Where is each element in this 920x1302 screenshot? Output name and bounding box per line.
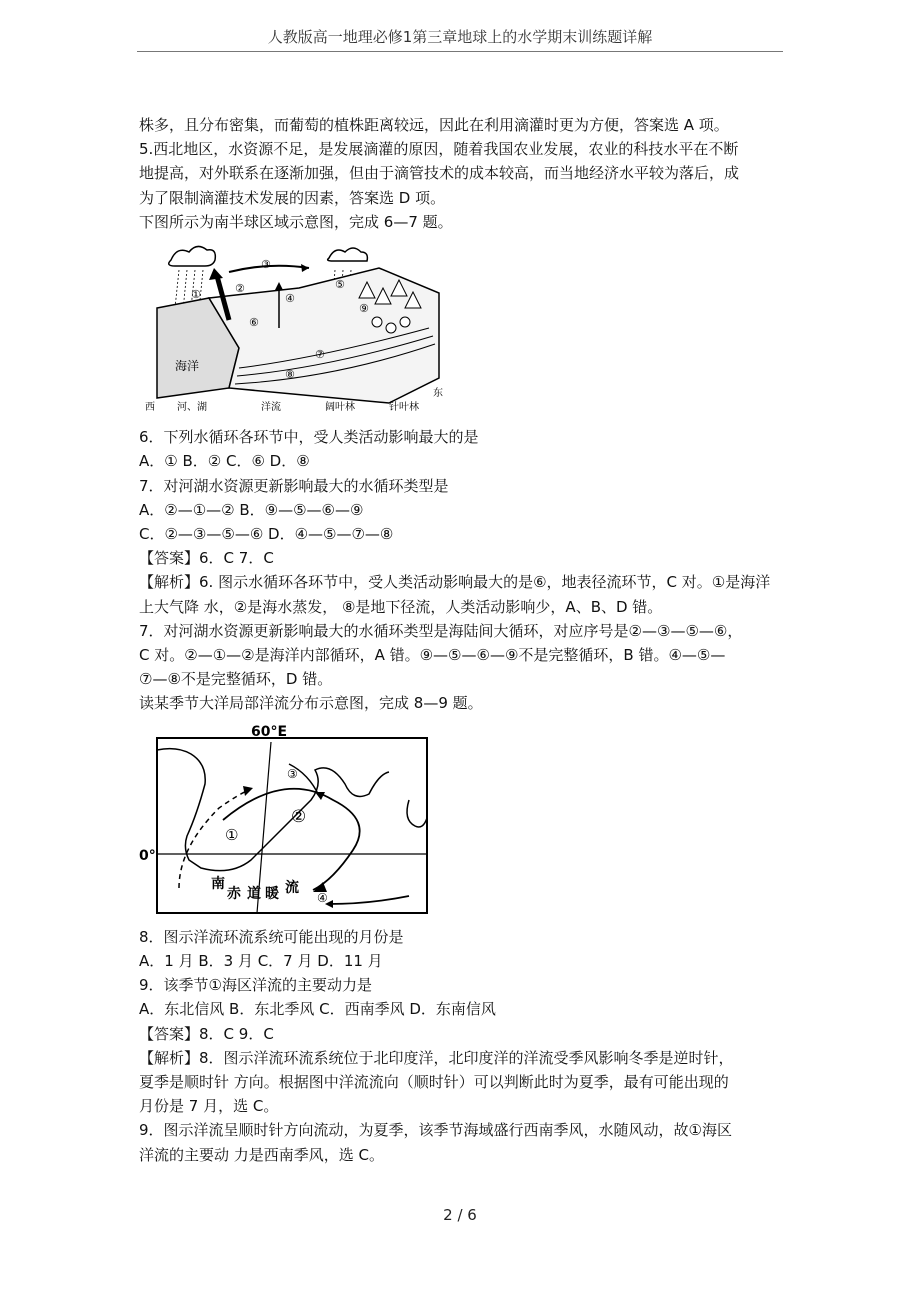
- cloud-icon-left: [169, 246, 216, 266]
- text-line: 上大气降 水，②是海水蒸发， ⑧是地下径流，人类活动影响少，A、B、D 错。: [139, 597, 663, 616]
- legend-broadleaf: 阔叶林: [325, 402, 355, 414]
- text-line: 【解析】6. 图示水循环各环节中，受人类活动影响最大的是⑥，地表径流环节，C 对。①是海洋: [139, 573, 771, 592]
- page-number: 2 / 6: [443, 1206, 477, 1224]
- label-3: ③: [287, 766, 298, 781]
- water-cycle-figure: [139, 238, 785, 423]
- west-label: 西: [145, 402, 155, 414]
- text-line: C 对。②—①—②是海洋内部循环，A 错。⑨—⑤—⑥—⑨不是完整循环，B 错。④—⑤—: [139, 646, 726, 665]
- label-1: ①: [191, 288, 201, 302]
- text-line: 为了限制滴灌技术发展的因素，答案选 D 项。: [139, 188, 446, 207]
- text-line: 夏季是顺时针 方向。根据图中洋流流向（顺时针）可以判断此时为夏季，最有可能出现的: [139, 1073, 729, 1092]
- label-4: ④: [285, 292, 295, 306]
- text-line: 8．图示洋流环流系统可能出现的月份是: [139, 927, 404, 946]
- text-line: 地提高，对外联系在逐渐加强，但由于滴管技术的成本较高，而当地经济水平较为落后，成: [139, 164, 740, 183]
- text-line: 7．对河湖水资源更新影响最大的水循环类型是海陆间大循环，对应序号是②—③—⑤—⑥，: [139, 621, 743, 640]
- legend-river: 河、湖: [177, 402, 207, 414]
- text-line: 洋流的主要动 力是西南季风，选 C。: [139, 1145, 385, 1164]
- legend-current: 洋流: [261, 402, 281, 414]
- ocean-label: 海洋: [175, 359, 200, 374]
- label-2: ②: [291, 806, 307, 827]
- page-header: 人教版高一地理必修1第三章地球上的水学期末训练题详解: [267, 28, 653, 46]
- label-3: ③: [261, 258, 271, 272]
- equator-label: 0°: [139, 847, 156, 864]
- water-cycle-diagram: [139, 238, 459, 416]
- legend-conifer: 针叶林: [389, 402, 419, 414]
- header-rule: [137, 51, 783, 52]
- arrow-head: [275, 282, 283, 290]
- arrow-head: [301, 264, 309, 272]
- label-5: ⑤: [335, 278, 345, 292]
- text-line: C．②—③—⑤—⑥ D．④—⑤—⑦—⑧: [139, 525, 394, 544]
- label-7: ⑦: [315, 348, 325, 362]
- svg-text:南: 南: [211, 875, 225, 892]
- text-line: 下图所示为南半球区域示意图，完成 6—7 题。: [139, 212, 453, 231]
- text-line: A．① B．② C．⑥ D．⑧: [139, 452, 310, 471]
- text-line: 9．图示洋流呈顺时针方向流动，为夏季，该季节海域盛行西南季风，水随风动，故①海区: [139, 1121, 732, 1140]
- arrow-head: [209, 268, 223, 280]
- svg-text:道: 道: [247, 885, 261, 902]
- text-line: 【答案】6．C 7．C: [139, 549, 274, 568]
- text-line: 株多，且分布密集，而葡萄的植株距离较远，因此在利用滴灌时更为方便，答案选 A 项。: [139, 116, 729, 134]
- east-label: 东: [433, 388, 443, 400]
- text-line: 【解析】8．图示洋流环流系统位于北印度洋，北印度洋的洋流受季风影响冬季是逆时针，: [139, 1048, 734, 1067]
- text-line: 6．下列水循环各环节中，受人类活动影响最大的是: [139, 428, 479, 447]
- ocean-current-map: [139, 720, 439, 916]
- cloud-icon-right: [328, 248, 368, 261]
- text-line: 读某季节大洋局部洋流分布示意图，完成 8—9 题。: [139, 694, 483, 713]
- label-1: ①: [225, 825, 239, 844]
- text-line: A．东北信风 B．东北季风 C．西南季风 D．东南信风: [139, 1000, 496, 1019]
- meridian-label: 60°E: [251, 723, 288, 740]
- text-line: 【答案】8．C 9．C: [139, 1024, 274, 1043]
- text-line: A．1 月 B．3 月 C．7 月 D．11 月: [139, 952, 383, 971]
- text-line: 9．该季节①海区洋流的主要动力是: [139, 976, 372, 995]
- svg-text:暖: 暖: [265, 885, 279, 902]
- text-line: 5.西北地区，水资源不足，是发展滴灌的原因，随着我国农业发展，农业的科技水平在不断: [139, 140, 739, 159]
- label-4: ④: [317, 890, 328, 905]
- label-8: ⑧: [285, 368, 295, 382]
- svg-text:流: 流: [285, 879, 299, 896]
- text-line: ⑦—⑧不是完整循环，D 错。: [139, 670, 333, 689]
- label-6: ⑥: [249, 316, 259, 330]
- ocean-current-figure: [139, 720, 785, 923]
- svg-text:赤: 赤: [227, 885, 241, 902]
- label-9: ⑨: [359, 302, 369, 316]
- document-body: [139, 113, 785, 1167]
- text-line: A．②—①—② B．⑨—⑤—⑥—⑨: [139, 500, 364, 519]
- text-line: 月份是 7 月，选 C。: [139, 1097, 279, 1116]
- text-line: 7．对河湖水资源更新影响最大的水循环类型是: [139, 476, 449, 495]
- label-2: ②: [235, 282, 245, 296]
